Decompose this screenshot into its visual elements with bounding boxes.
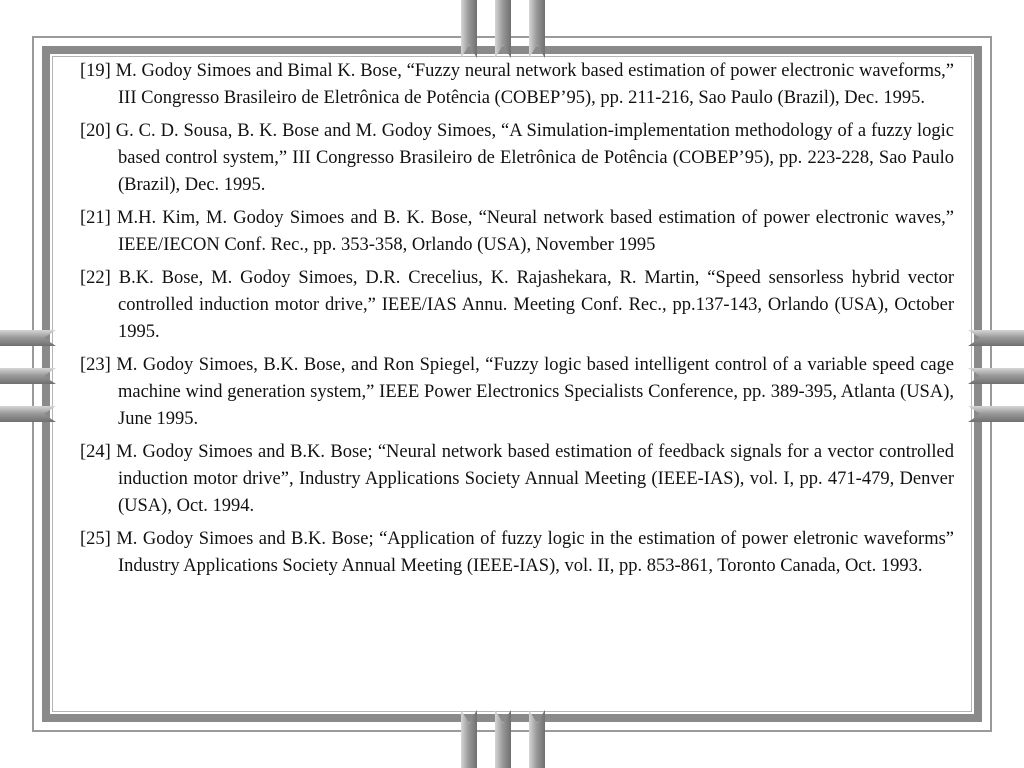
reference-list bbox=[80, 58, 954, 586]
reference-text: B.K. Bose, M. Godoy Simoes, D.R. Crecelius, K. Rajashekara, R. Martin, “Speed sensorless hybrid vector controlled induction motor drive,” IEEE/IAS Annu. Meeting Conf. Rec., pp.137-143, Orlando (USA), October 1995. bbox=[118, 268, 955, 342]
reference-number: [22] bbox=[80, 268, 111, 288]
reference-number: [20] bbox=[80, 121, 111, 141]
reference-text: M. Godoy Simoes and B.K. Bose; “Application of fuzzy logic in the estimation of power eletronic waveforms” Industry Applications Society Annual Meeting (IEEE-IAS), vol. II, pp. 853-861, Toronto Canada, Oct. 1993. bbox=[116, 529, 955, 576]
reference-text: G. C. D. Sousa, B. K. Bose and M. Godoy Simoes, “A Simulation-implementation methodology of a fuzzy logic based control system,” III Congresso Brasileiro de Eletrônica de Potência (COBEP’95), pp. 223-228, Sao Paulo (Brazil), Dec. 1995. bbox=[115, 121, 954, 195]
reference-item bbox=[80, 58, 954, 112]
reference-text: M. Godoy Simoes and B.K. Bose; “Neural network based estimation of feedback signals for a vector controlled induction motor drive”, Industry Applications Society Annual Meeting (IEEE-IAS), vol. I, pp. 471-479, Denver (USA), Oct. 1994. bbox=[116, 442, 954, 516]
reference-text: M. Godoy Simoes, B.K. Bose, and Ron Spiegel, “Fuzzy logic based intelligent control of a variable speed cage machine wind generation system,” IEEE Power Electronics Specialists Conference, pp. 389-395, Atlanta (USA), June 1995. bbox=[116, 355, 954, 429]
reference-text: M. Godoy Simoes and Bimal K. Bose, “Fuzzy neural network based estimation of power electronic waveforms,” III Congresso Brasileiro de Eletrônica de Potência (COBEP’95), pp. 211-216, Sao Paulo (Brazil), Dec. 1995. bbox=[115, 61, 955, 108]
reference-item bbox=[80, 352, 954, 433]
reference-item bbox=[80, 265, 954, 346]
reference-item bbox=[80, 205, 954, 259]
reference-number: [21] bbox=[80, 208, 111, 228]
reference-item bbox=[80, 526, 954, 580]
reference-number: [25] bbox=[80, 529, 111, 549]
reference-number: [19] bbox=[80, 61, 111, 81]
reference-number: [24] bbox=[80, 442, 111, 462]
reference-number: [23] bbox=[80, 355, 111, 375]
reference-item bbox=[80, 439, 954, 520]
reference-text: M.H. Kim, M. Godoy Simoes and B. K. Bose, “Neural network based estimation of power electronic waves,” IEEE/IECON Conf. Rec., pp. 353-358, Orlando (USA), November 1995 bbox=[117, 208, 954, 255]
reference-item bbox=[80, 118, 954, 199]
